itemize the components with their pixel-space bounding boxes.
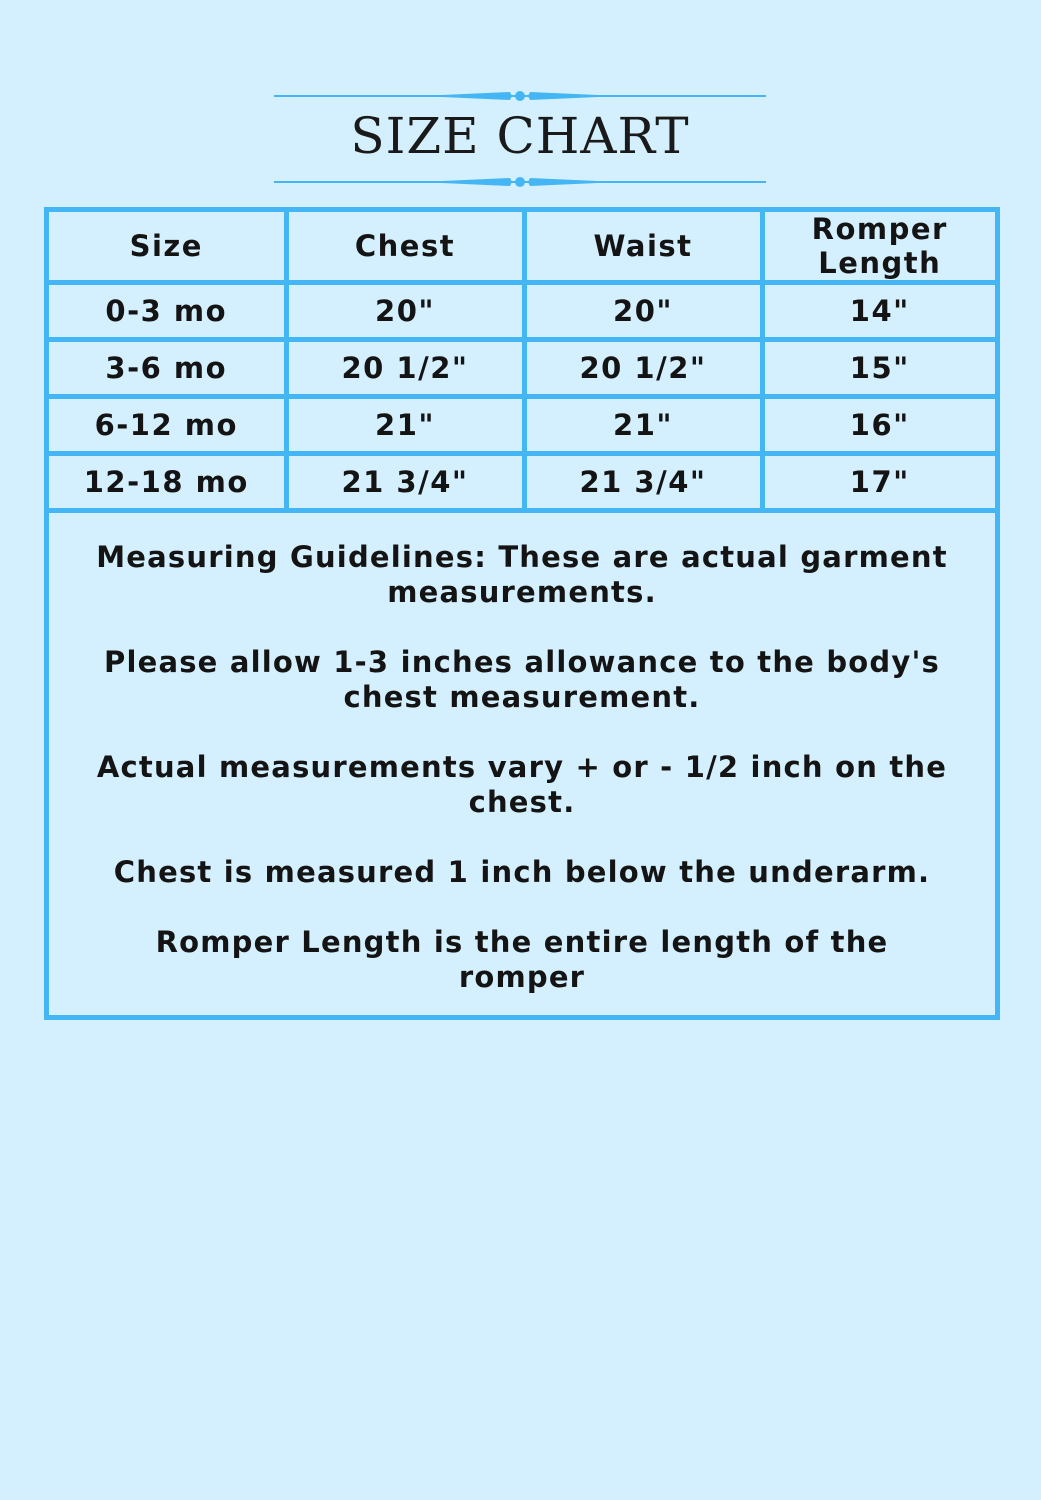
table-row [49, 283, 995, 340]
size-chart-frame [44, 207, 1000, 1020]
guideline-text: Measuring Guidelines: These are actual garment measurements. [96, 540, 948, 609]
waist-cell: 20" [524, 283, 762, 340]
page-title: SIZE CHART [350, 107, 690, 165]
size-cell: 3-6 mo [49, 340, 286, 397]
waist-cell: 20 1/2" [524, 340, 762, 397]
column-header-chest: Chest [286, 212, 524, 283]
romper-length-cell: 14" [762, 283, 995, 340]
waist-cell: 21" [524, 397, 762, 454]
waist-cell: 21 3/4" [524, 454, 762, 511]
size-table [49, 212, 995, 513]
romper-length-cell: 16" [762, 397, 995, 454]
chest-cell: 21" [286, 397, 524, 454]
chest-cell: 21 3/4" [286, 454, 524, 511]
table-header-row [49, 212, 995, 283]
guideline-text: Please allow 1-3 inches allowance to the body's chest measurement. [103, 645, 941, 714]
size-cell: 0-3 mo [49, 283, 286, 340]
romper-length-cell: 17" [762, 454, 995, 511]
table-row [49, 340, 995, 397]
chest-cell: 20" [286, 283, 524, 340]
column-header-waist: Waist [524, 212, 762, 283]
guideline-text: Actual measurements vary + or - 1/2 inch on the chest. [96, 750, 948, 819]
chest-cell: 20 1/2" [286, 340, 524, 397]
guideline-text: Romper Length is the entire length of the romper [155, 925, 889, 994]
size-chart-header [270, 84, 770, 194]
size-cell: 6-12 mo [49, 397, 286, 454]
size-cell: 12-18 mo [49, 454, 286, 511]
romper-length-cell: 15" [762, 340, 995, 397]
column-header-size: Size [49, 212, 286, 283]
table-row [49, 397, 995, 454]
guideline-text: Chest is measured 1 inch below the underarm. [113, 855, 931, 889]
measuring-guidelines [49, 500, 995, 1030]
column-header-romper-length: Romper Length [762, 212, 995, 283]
